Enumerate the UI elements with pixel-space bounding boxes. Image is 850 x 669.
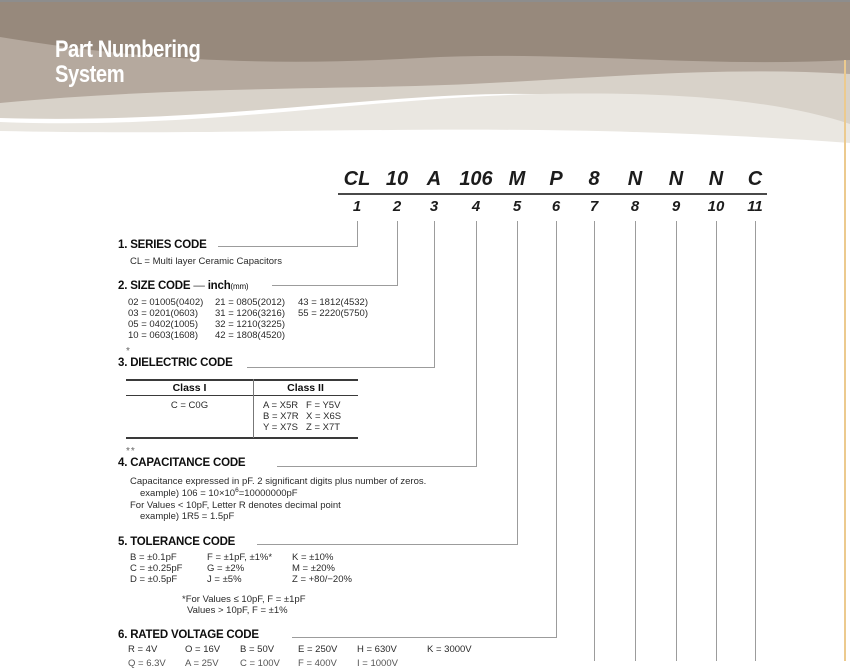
voltage-entry: E = 250V [298, 644, 338, 655]
table-header-rule [126, 395, 358, 396]
part-code-segment-1: CL [343, 168, 371, 190]
size-code-unit-mm: (mm) [230, 282, 249, 291]
capacitance-rule-1: Capacitance expressed in pF. 2 significant digits plus number of zeros. [130, 476, 427, 487]
dielectric-entry: X = X6S [306, 411, 342, 422]
dielectric-table [126, 379, 358, 438]
capacitance-example-1-post: =10000000pF [238, 488, 298, 500]
tolerance-entry: M = ±20% [292, 563, 335, 574]
series-code-definition: CL = Multi layer Ceramic Capacitors [130, 256, 282, 267]
position-number-8: 8 [630, 198, 640, 215]
series-code-title [118, 239, 207, 251]
tolerance-entry: D = ±0.5pF [130, 574, 178, 585]
size-code-label: SIZE CODE [130, 280, 191, 292]
voltage-entry: A = 25V [185, 658, 219, 669]
position-number-3: 3 [429, 198, 439, 215]
page-right-border [844, 60, 846, 661]
voltage-entry: B = 50V [240, 644, 275, 655]
voltage-entry: H = 630V [357, 644, 397, 655]
size-code-entry: 55 = 2220(5750) [298, 308, 368, 319]
size-code-unit: inch [207, 280, 231, 292]
dielectric-code-label: DIELECTRIC CODE [130, 357, 233, 369]
size-code-entry: 31 = 1206(3216) [215, 308, 285, 319]
position-line-7 [594, 221, 595, 661]
class2-header: Class II [287, 382, 324, 394]
capacitance-rule-2: For Values < 10pF, Letter R denotes decimal point [130, 500, 341, 511]
connector-tolerance [257, 544, 518, 545]
dielectric-asterisk: * [126, 346, 131, 357]
size-code-entry: 42 = 1808(4520) [215, 330, 285, 341]
tolerance-column-1 [130, 552, 182, 585]
class1-value: C = C0G [170, 400, 209, 411]
page-title-line1: Part Numbering [55, 36, 201, 63]
part-code-segment-10: N [708, 168, 724, 190]
position-number-7: 7 [589, 198, 599, 215]
size-code-entry: 03 = 0201(0603) [128, 308, 198, 319]
tolerance-code-title [118, 536, 235, 548]
dielectric-entry: Y = X7S [263, 422, 298, 433]
tolerance-column-3 [292, 552, 352, 585]
tolerance-footnote-2: Values > 10pF, F = ±1% [187, 605, 288, 616]
connector-size [272, 285, 398, 286]
size-code-column-1 [128, 297, 203, 341]
class2-column-1 [263, 400, 299, 433]
voltage-entry: C = 100V [240, 658, 280, 669]
tolerance-code-number: 5. [118, 536, 131, 548]
size-code-entry: 43 = 1812(4532) [298, 297, 368, 308]
voltage-code-title [118, 629, 259, 641]
part-code-segment-7: 8 [588, 168, 600, 190]
class2-column-2 [306, 400, 341, 433]
dielectric-entry: B = X7R [263, 411, 299, 422]
voltage-code-number: 6. [118, 629, 131, 641]
dielectric-entry: Z = X7T [306, 422, 341, 433]
position-number-4: 4 [471, 198, 481, 215]
capacitance-code-title [118, 457, 245, 469]
tolerance-entry: F = ±1pF, ±1%* [207, 552, 273, 563]
dielectric-code-title [118, 357, 233, 369]
voltage-entry: O = 16V [185, 644, 221, 655]
table-border-bottom [126, 437, 358, 439]
tolerance-entry: C = ±0.25pF [130, 563, 183, 574]
capacitance-example-1 [140, 487, 298, 499]
voltage-entry: R = 4V [128, 644, 158, 655]
capacitance-code-label: CAPACITANCE CODE [130, 457, 246, 469]
tolerance-entry: J = ±5% [207, 574, 242, 585]
position-number-1: 1 [352, 198, 362, 215]
dielectric-code-number: 3. [118, 357, 131, 369]
part-number-underline [338, 193, 767, 195]
position-line-4 [476, 221, 477, 466]
position-number-10: 10 [707, 198, 725, 215]
part-code-segment-3: A [426, 168, 442, 190]
size-code-column-3 [298, 297, 368, 319]
size-code-entry: 05 = 0402(1005) [128, 319, 198, 330]
size-code-column-2 [215, 297, 285, 341]
part-code-segment-11: C [747, 168, 763, 190]
series-code-number: 1. [118, 239, 131, 251]
part-code-segment-5: M [508, 168, 526, 190]
capacitance-example-1-pre: example) 106 = 10×10 [140, 488, 236, 500]
position-line-3 [434, 221, 435, 367]
voltage-entry: F = 400V [298, 658, 337, 669]
part-code-segment-8: N [627, 168, 643, 190]
position-line-2 [397, 221, 398, 285]
part-code-segment-2: 10 [385, 168, 409, 190]
tolerance-entry: K = ±10% [292, 552, 334, 563]
dielectric-entry: A = X5R [263, 400, 299, 411]
capacitance-asterisks: ** [126, 446, 136, 457]
voltage-code-label: RATED VOLTAGE CODE [130, 629, 259, 641]
position-line-6 [556, 221, 557, 637]
size-code-entry: 21 = 0805(2012) [215, 297, 285, 308]
part-code-segment-9: N [668, 168, 684, 190]
position-line-10 [716, 221, 717, 661]
tolerance-entry: G = ±2% [207, 563, 245, 574]
size-code-dash: — [193, 280, 205, 292]
voltage-entry: I = 1000V [357, 658, 398, 669]
position-number-9: 9 [671, 198, 681, 215]
connector-capacitance [277, 466, 477, 467]
page-title [55, 37, 200, 87]
series-code-label: SERIES CODE [130, 239, 207, 251]
size-code-number: 2. [118, 280, 131, 292]
part-code-segment-4: 106 [459, 168, 493, 190]
page-title-line2: System [55, 61, 125, 88]
size-code-entry: 10 = 0603(1608) [128, 330, 198, 341]
connector-series [218, 246, 358, 247]
table-border-top [126, 379, 358, 381]
tolerance-entry: B = ±0.1pF [130, 552, 177, 563]
page-top-edge [0, 0, 850, 2]
voltage-entry: Q = 6.3V [128, 658, 166, 669]
position-line-8 [635, 221, 636, 661]
capacitance-example-1-exponent: 6 [235, 487, 239, 494]
part-code-segment-6: P [549, 168, 563, 190]
position-line-5 [517, 221, 518, 544]
position-line-11 [755, 221, 756, 661]
capacitance-code-number: 4. [118, 457, 131, 469]
position-line-1 [357, 221, 358, 246]
tolerance-column-2 [207, 552, 272, 585]
position-line-9 [676, 221, 677, 661]
capacitance-example-2: example) 1R5 = 1.5pF [140, 511, 235, 522]
position-number-11: 11 [747, 198, 763, 215]
size-code-entry: 32 = 1210(3225) [215, 319, 285, 330]
connector-voltage [292, 637, 557, 638]
tolerance-footnote-1: *For Values ≤ 10pF, F = ±1pF [182, 594, 306, 605]
size-code-entry: 02 = 01005(0402) [128, 297, 204, 308]
position-number-5: 5 [512, 198, 522, 215]
position-number-6: 6 [551, 198, 561, 215]
tolerance-entry: Z = +80/−20% [292, 574, 352, 585]
size-code-title [118, 280, 248, 292]
class1-header: Class I [172, 382, 207, 394]
position-number-2: 2 [392, 198, 402, 215]
dielectric-entry: F = Y5V [306, 400, 341, 411]
connector-dielectric [247, 367, 435, 368]
voltage-entry: K = 3000V [427, 644, 472, 655]
tolerance-code-label: TOLERANCE CODE [130, 536, 236, 548]
